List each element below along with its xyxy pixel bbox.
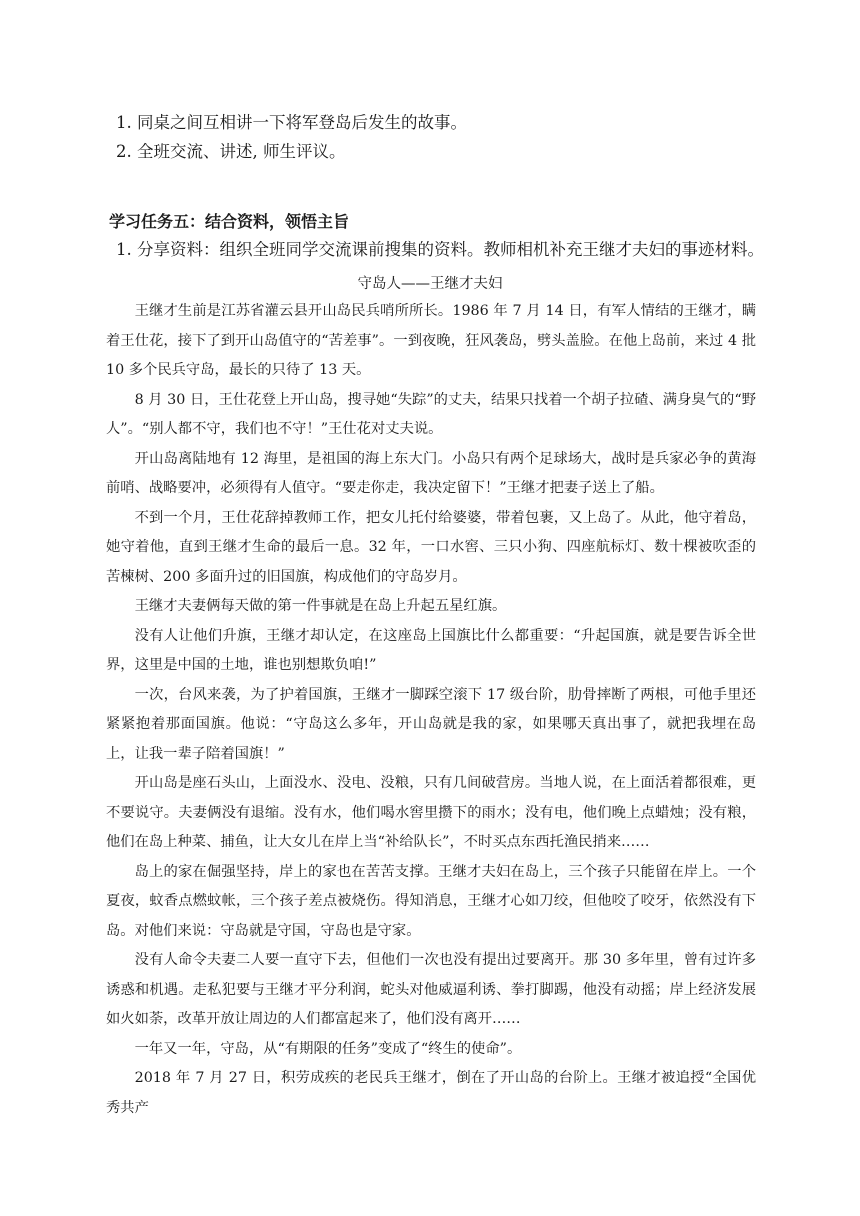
list-item-class-exchange: 2. 全班交流、讲述, 师生评议。 [116, 142, 346, 161]
article-paragraph: 一次，台风来袭，为了护着国旗，王继才一脚踩空滚下 17 级台阶，肋骨摔断了两根，可他手里还紧紧抱着那面国旗。他说：“守岛这么多年，开山岛就是我的家，如果哪天真出事了，就把我埋在岛上，让我一辈子陪着国旗！” [106, 686, 756, 762]
article-paragraph: 一年又一年，守岛，从“有期限的任务”变成了“终生的使命”。 [134, 1040, 522, 1057]
article-paragraph: 王继才夫妻俩每天做的第一件事就是在岛上升起五星红旗。 [134, 598, 507, 614]
article-body [106, 297, 756, 1123]
article-paragraph: 开山岛离陆地有 12 海里，是祖国的海上东大门。小岛只有两个足球场大，战时是兵家必争的黄海前哨、战略要冲，必须得有人值守。“要走你走，我决定留下！”王继才把妻子送上了船。 [106, 450, 756, 496]
list-item-share-materials: 1. 分享资料：组织全班同学交流课前搜集的资料。教师相机补充王继才夫妇的事迹材料。 [116, 240, 764, 259]
article-paragraph: 开山岛是座石头山，上面没水、没电、没粮，只有几间破营房。当地人说，在上面活着都很难，更不要说守。夫妻俩没有退缩。没有水，他们喝水窖里攒下的雨水；没有电，他们晚上点蜡烛；没有粮，他们在岛上种菜、捕鱼，让大女儿在岸上当“补给队长”，不时买点东西托渔民捎来…… [106, 775, 756, 850]
article-title: 守岛人——王继才夫妇 [357, 276, 503, 292]
article-paragraph: 2018 年 7 月 27 日，积劳成疾的老民兵王继才，倒在了开山岛的台阶上。王继才被追授“全国优秀共产 [106, 1070, 756, 1116]
article-paragraph: 王继才生前是江苏省灌云县开山岛民兵哨所所长。1986 年 7 月 14 日，有军人情结的王继才，瞒着王仕花，接下了到开山岛值守的“苦差事”。一到夜晚，狂风袭岛，劈头盖脸。在他上岛前，来过 4 批 10 多个民兵守岛，最长的只待了 13 天。 [106, 303, 756, 378]
article-paragraph: 没有人命令夫妻二人要一直守下去，但他们一次也没有提出过要离开。那 30 多年里，曾有过许多诱惑和机遇。走私犯要与王继才平分利润，蛇头对他威逼利诱、拳打脚踢，他没有动摇；岸上经济发展如火如荼，改革开放让周边的人们都富起来了，他们没有离开…… [106, 952, 756, 1027]
article-paragraph: 没有人让他们升旗，王继才却认定，在这座岛上国旗比什么都重要：“升起国旗，就是要告诉全世界，这里是中国的土地，谁也别想欺负咱!” [106, 627, 756, 673]
article-paragraph: 不到一个月，王仕花辞掉教师工作，把女儿托付给婆婆，带着包裹，又上岛了。从此，他守着岛，她守着他，直到王继才生命的最后一息。32 年，一口水窖、三只小狗、四座航标灯、数十棵被吹歪的苦楝树、200 多面升过的旧国旗，构成他们的守岛岁月。 [106, 509, 756, 585]
list-item-discuss-story: 1. 同桌之间互相讲一下将军登岛后发生的故事。 [116, 113, 467, 132]
article-paragraph: 8 月 30 日，王仕花登上开山岛，搜寻她“失踪”的丈夫，结果只找着一个胡子拉碴、满身臭气的“野人”。“别人都不守，我们也不守！”王仕花对丈夫说。 [106, 391, 756, 437]
article-paragraph: 岛上的家在倔强坚持，岸上的家也在苦苦支撑。王继才夫妇在岛上，三个孩子只能留在岸上。一个夏夜，蚊香点燃蚊帐，三个孩子差点被烧伤。得知消息，王继才心如刀绞，但他咬了咬牙，依然没有下岛。对他们来说：守岛就是守国，守岛也是守家。 [106, 863, 756, 939]
task-five-heading: 学习任务五：结合资料，领悟主旨 [109, 212, 350, 231]
